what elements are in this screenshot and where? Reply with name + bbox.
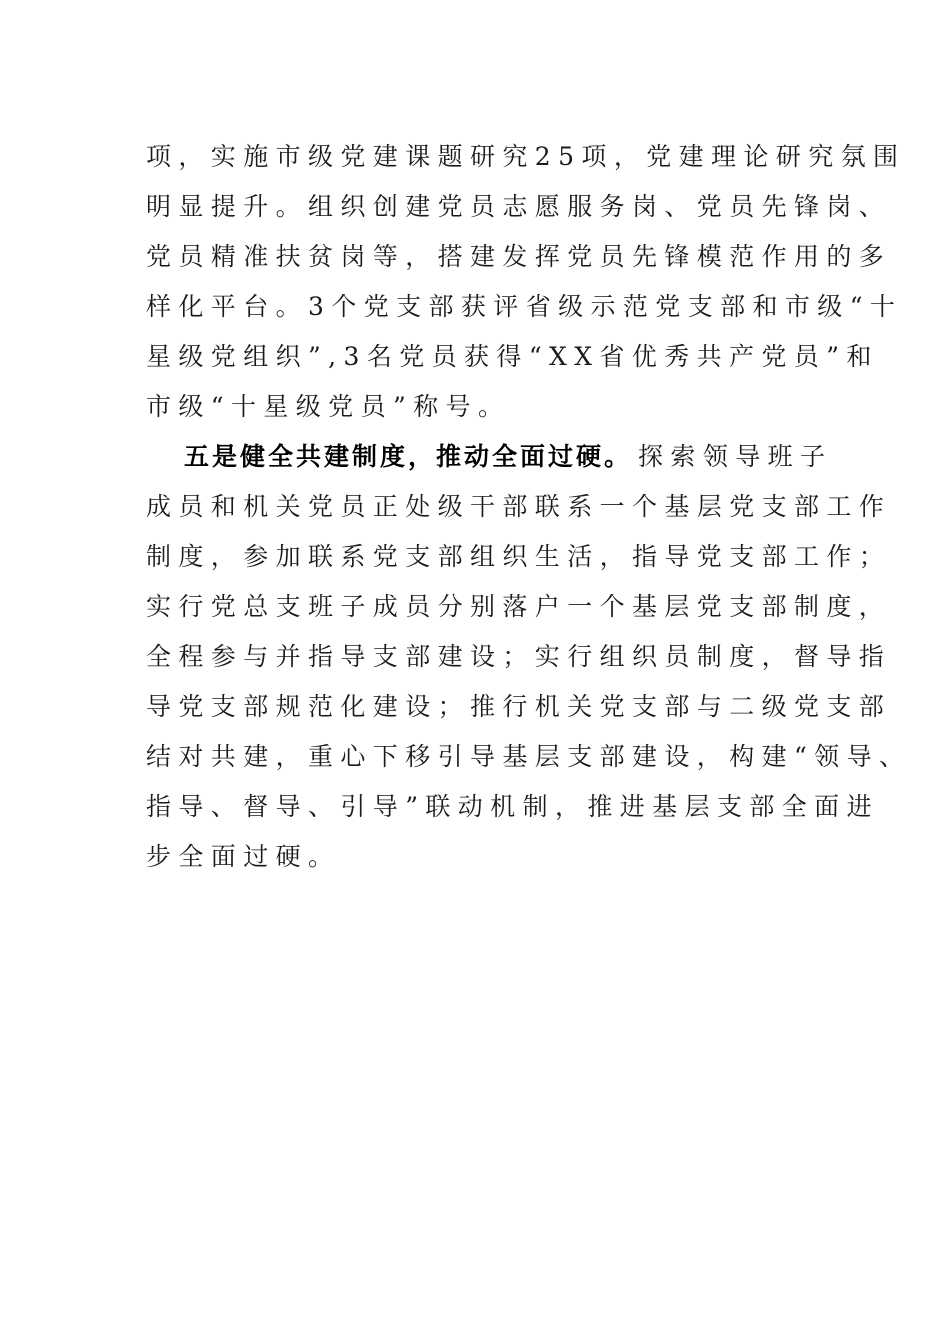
paragraph-first-line — [184, 442, 832, 472]
text-run: 探索领导班子 — [638, 442, 833, 471]
text-line: 星级党组织”,3名党员获得“XX省优秀共产党员”和 — [146, 342, 879, 371]
text-line: 实行党总支班子成员分别落户一个基层党支部制度， — [146, 592, 892, 621]
text-line: 导党支部规范化建设；推行机关党支部与二级党支部 — [146, 692, 892, 721]
text-line: 全程参与并指导支部建设；实行组织员制度，督导指 — [146, 642, 892, 671]
text-line: 明显提升。组织创建党员志愿服务岗、党员先锋岗、 — [146, 192, 892, 221]
paragraph-heading: 五是健全共建制度，推动全面过硬。 — [184, 442, 633, 471]
text-line: 市级“十星级党员”称号。 — [146, 392, 511, 421]
text-line: 指导、督导、引导”联动机制，推进基层支部全面进 — [146, 792, 879, 821]
text-line: 党员精准扶贫岗等，搭建发挥党员先锋模范作用的多 — [146, 242, 892, 271]
text-line: 成员和机关党员正处级干部联系一个基层党支部工作 — [146, 492, 892, 521]
text-line: 结对共建，重心下移引导基层支部建设，构建“领导、 — [146, 742, 912, 771]
text-line: 制度，参加联系党支部组织生活，指导党支部工作； — [146, 542, 892, 571]
text-line: 样化平台。3个党支部获评省级示范党支部和市级“十 — [146, 292, 903, 321]
text-line: 步全面过硬。 — [146, 842, 341, 871]
text-line: 项，实施市级党建课题研究25项，党建理论研究氛围 — [146, 142, 906, 171]
